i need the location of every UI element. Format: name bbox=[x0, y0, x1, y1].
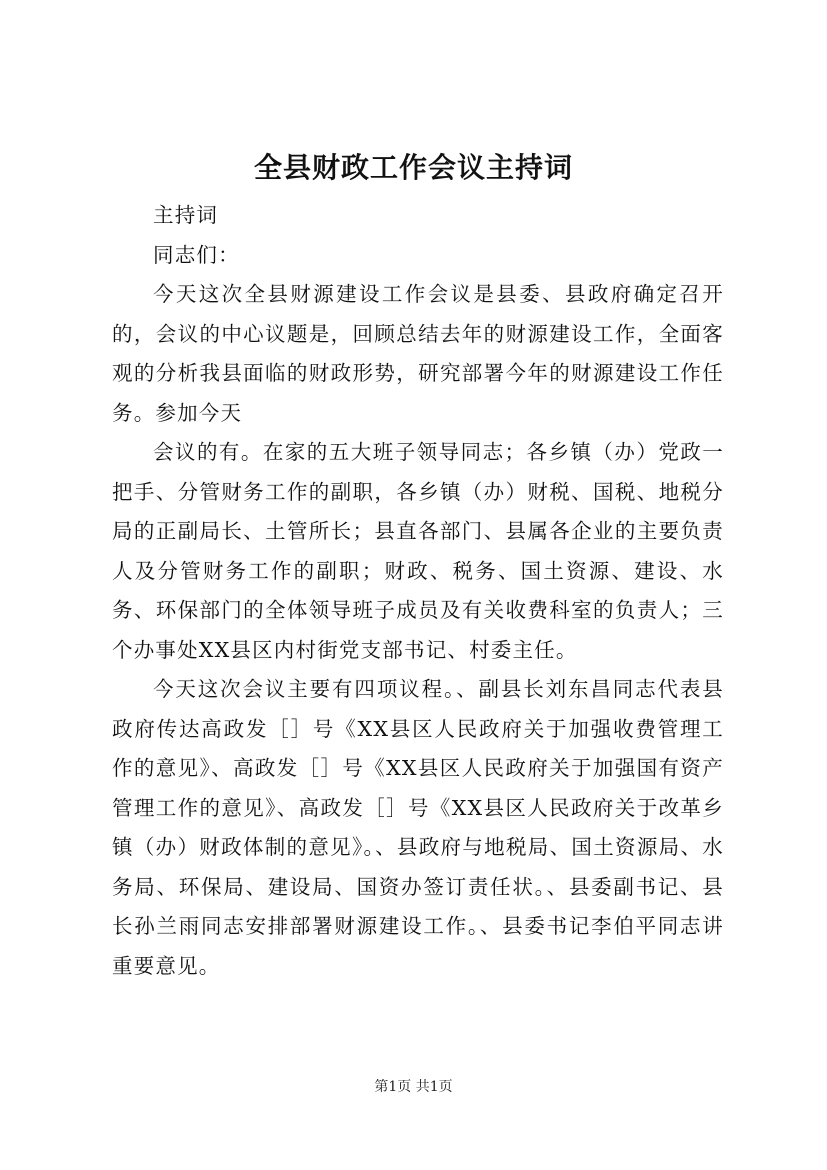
paragraph-heading: 主持词 bbox=[153, 203, 219, 227]
document-title: 全县财政工作会议主持词 bbox=[253, 151, 573, 184]
document-body bbox=[112, 196, 724, 986]
paragraph-agenda: 今天这次会议主要有四项议程。、副县长刘东昌同志代表县政府传达高政发［］号《XX县区人民政府关于加强收费管理工作的意见》、高政发［］号《XX县区人民政府关于加强国有资产管理工作的意见》、高政发［］号《XX县区人民政府关于改革乡镇（办）财政体制的意见》。、县政府与地税局、国土资源局、水务局、环保局、建设局、国资办签订责任状。、县委副书记、县长孙兰雨同志安排部署财源建设工作。、县委书记李伯平同志讲重要意见。 bbox=[112, 677, 724, 978]
page-footer: 第1页 共1页 bbox=[374, 1079, 453, 1095]
paragraph-intro: 今天这次全县财源建设工作会议是县委、县政府确定召开的，会议的中心议题是，回顾总结去年的财源建设工作，全面客观的分析我县面临的财政形势，研究部署今年的财源建设工作任务。参加今天 bbox=[112, 282, 724, 425]
paragraph-attendees: 会议的有。在家的五大班子领导同志；各乡镇（办）党政一把手、分管财务工作的副职，各乡镇（办）财税、国税、地税分局的正副局长、土管所长；县直各部门、县属各企业的主要负责人及分管财务工作的副职；财政、税务、国土资源、建设、水务、环保部门的全体领导班子成员及有关收费科室的负责人；三个办事处XX县区内村街党支部书记、村委主任。 bbox=[112, 440, 724, 662]
paragraph-salutation: 同志们： bbox=[153, 242, 240, 267]
